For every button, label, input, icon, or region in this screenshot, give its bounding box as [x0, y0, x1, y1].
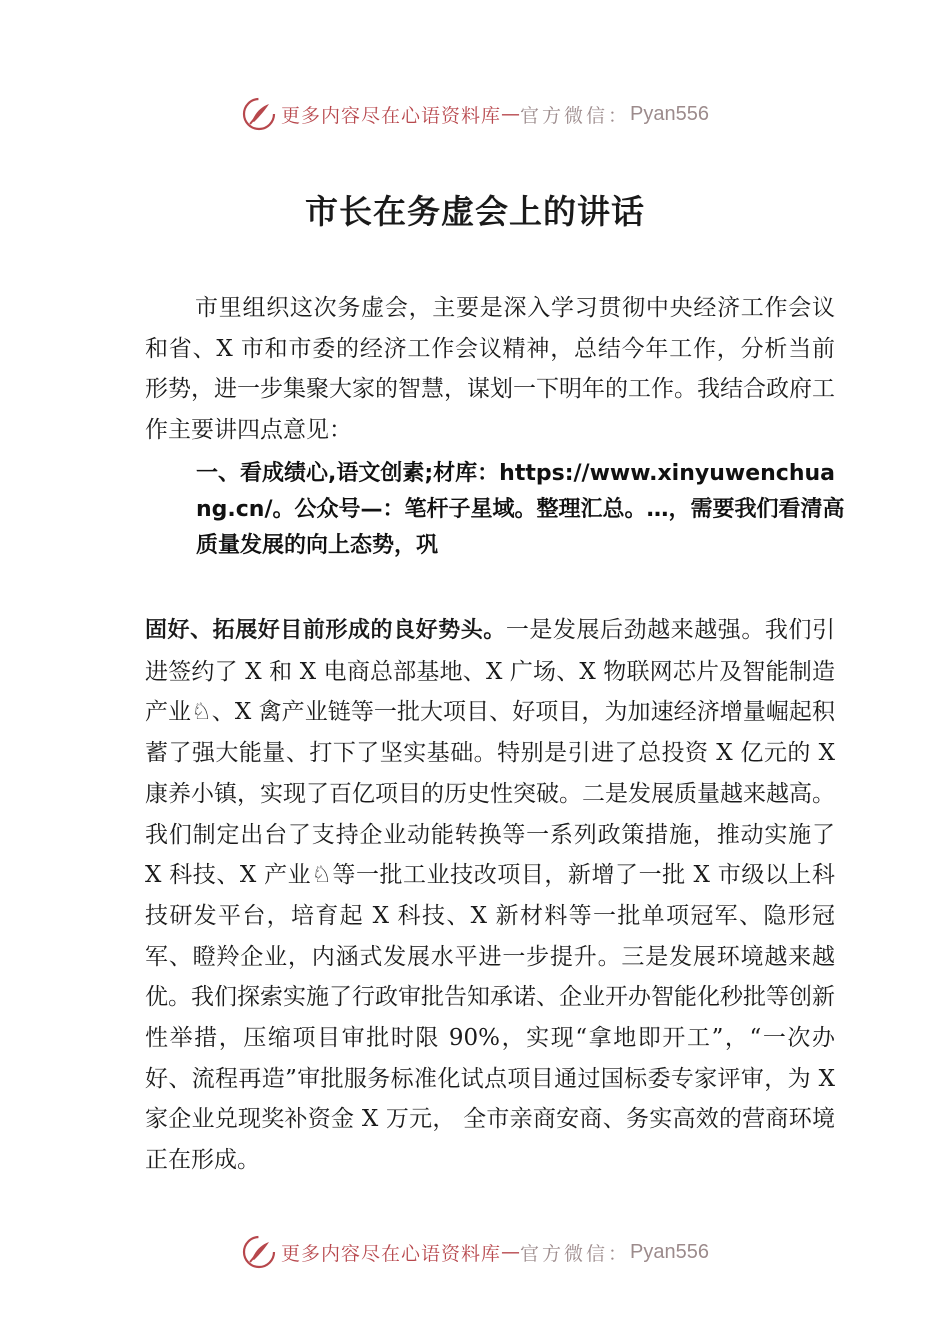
wechat-label: 官方微信：: [520, 104, 631, 127]
document-title: 市长在务虚会上的讲话: [305, 192, 645, 231]
brand-logo-icon: [241, 1234, 277, 1270]
footer-banner: [0, 1232, 950, 1272]
banner-separator: —: [501, 1241, 521, 1263]
wechat-id: Pyan556: [630, 1240, 709, 1263]
paragraph-body: 一是发展后劲越来越强。我们引进签约了 X 和 X 电商总部基地、X 广场、X 物联网芯片及智能制造产业♘、X 禽产业链等一批大项目、好项目，为加速经济增量崛起积蓄了强大能量、打下了坚实基础。特别是引进了总投资 X 亿元的 X 康养小镇，实现了百亿项目的历史性突破。二是发展质量越来越高。我们制定出台了支持企业动能转换等一系列政策措施，推动实施了 X 科技、X 产业♘等一批工业技改项目，新增了一批 X 市级以上科技研发平台，培育起 X 科技、X 新材料等一批单项冠军、隐形冠军、瞪羚企业，内涵式发展水平进一步提升。三是发展环境越来越优。我们探索实施了行政审批告知承诺、企业开办智能化秒批等创新性举措，压缩项目审批时限 90%，实现“拿地即开工”，“一次办好、流程再造”审批服务标准化试点项目通过国标委专家评审，为 X 家企业兑现奖补资金 X 万元， 全市亲商安商、务实高效的营商环境正在形成。: [145, 617, 835, 1174]
wechat-label: 官方微信：: [520, 1242, 631, 1265]
paragraph-lead: 固好、拓展好目前形成的良好势头。: [145, 618, 506, 643]
banner-separator: —: [501, 103, 521, 125]
banner-text: 更多内容尽在心语资料库: [281, 1242, 502, 1265]
wechat-id: Pyan556: [630, 102, 709, 125]
section-heading: 一、看成绩心,语文创素;材库：https://www.xinyuwenchuang.cn/。公众号—：笔杆子星域。整理汇总。…，需要我们看清高质量发展的向上态势，巩: [196, 461, 845, 558]
intro-paragraph: 市里组织这次务虚会，主要是深入学习贯彻中央经济工作会议和省、X 市和市委的经济工作会议精神，总结今年工作，分析当前形势，进一步集聚大家的智慧，谋划一下明年的工作。我结合政府工作主要讲四点意见：: [145, 295, 835, 444]
header-banner: [0, 94, 950, 134]
brand-logo-icon: [241, 96, 277, 132]
body-paragraph: [145, 610, 835, 1181]
banner-text: 更多内容尽在心语资料库: [281, 104, 502, 127]
